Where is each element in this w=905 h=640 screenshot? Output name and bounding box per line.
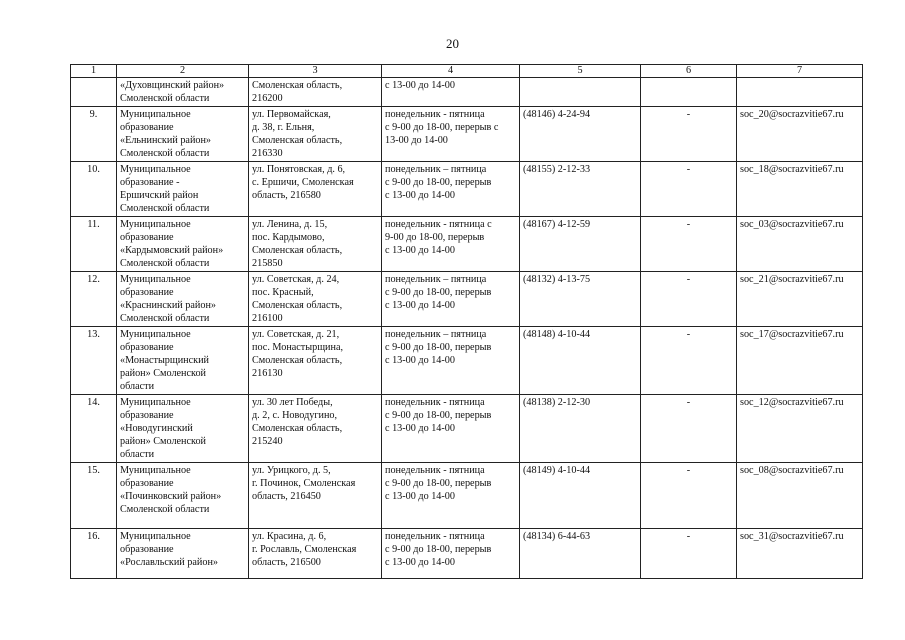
address-cell-text: ул. 30 лет Победы, д. 2, с. Новодугино, Смоленская область, 215240: [252, 397, 343, 447]
address-cell-text: ул. Первомайская, д. 38, г. Ельня, Смоленская область, 216330: [252, 109, 343, 159]
address-cell: [249, 327, 382, 395]
phone-cell: [520, 162, 641, 217]
organization-name-cell-text: Муниципальное образование - Ершичский район Смоленской области: [120, 164, 210, 214]
row-number-cell-text: 13.: [87, 329, 100, 340]
fax-cell-text: -: [686, 531, 691, 542]
working-hours-cell-text: понедельник – пятница с 9-00 до 18-00, перерыв с 13-00 до 14-00: [385, 274, 492, 311]
header-row: [71, 65, 863, 78]
phone-cell: [520, 327, 641, 395]
address-cell: [249, 162, 382, 217]
working-hours-cell-text: понедельник – пятница с 9-00 до 18-00, перерыв с 13-00 до 14-00: [385, 329, 492, 366]
working-hours-cell: [382, 395, 520, 463]
header-cell: 2: [117, 65, 249, 78]
working-hours-cell: [382, 463, 520, 529]
fax-cell-text: -: [686, 329, 691, 340]
fax-cell: [641, 327, 737, 395]
row-number-cell: [71, 217, 117, 272]
working-hours-cell-text: понедельник - пятница с 9-00 до 18-00, перерыв с 13-00 до 14-00: [385, 109, 499, 146]
email-cell-text: soc_18@socrazvitie67.ru: [740, 164, 844, 175]
phone-cell-text: (48132) 4-13-75: [523, 274, 591, 285]
address-cell-text: ул. Советская, д. 24, пос. Красный, Смоленская область, 216100: [252, 274, 343, 324]
address-cell-text: ул. Урицкого, д. 5, г. Починок, Смоленская область, 216450: [252, 465, 356, 502]
table-row: [71, 272, 863, 327]
fax-cell: [641, 463, 737, 529]
fax-cell: [641, 217, 737, 272]
organization-name-cell-text: Муниципальное образование «Краснинский район» Смоленской области: [120, 274, 217, 324]
email-cell: [737, 463, 863, 529]
working-hours-cell: [382, 78, 520, 107]
phone-cell: [520, 217, 641, 272]
address-cell: [249, 217, 382, 272]
phone-cell: [520, 272, 641, 327]
header-cell: 6: [641, 65, 737, 78]
address-cell-text: ул. Советская, д. 21, пос. Монастырщина, Смоленская область, 216130: [252, 329, 344, 379]
organization-name-cell-text: Муниципальное образование «Монастырщинский район» Смоленской области: [120, 329, 210, 392]
organization-name-cell: [117, 327, 249, 395]
working-hours-cell: [382, 162, 520, 217]
institutions-table: [70, 64, 863, 579]
fax-cell-text: -: [686, 219, 691, 230]
phone-cell-text: (48149) 4-10-44: [523, 465, 591, 476]
phone-cell-text: (48134) 6-44-63: [523, 531, 591, 542]
table-row: [71, 217, 863, 272]
email-cell: [737, 78, 863, 107]
fax-cell-text: -: [686, 109, 691, 120]
working-hours-cell-text: понедельник - пятница с 9-00 до 18-00, перерыв с 13-00 до 14-00: [385, 397, 492, 434]
table-row: [71, 327, 863, 395]
row-number-cell: [71, 107, 117, 162]
email-cell: [737, 217, 863, 272]
header-cell: 7: [737, 65, 863, 78]
fax-cell: [641, 395, 737, 463]
email-cell: [737, 162, 863, 217]
address-cell-text: ул. Понятовская, д. 6, с. Ершичи, Смоленская область, 216580: [252, 164, 354, 201]
email-cell-text: soc_21@socrazvitie67.ru: [740, 274, 844, 285]
address-cell-text: ул. Красина, д. 6, г. Рославль, Смоленская область, 216500: [252, 531, 357, 568]
organization-name-cell-text: Муниципальное образование «Новодугинский район» Смоленской области: [120, 397, 207, 460]
address-cell-text: Смоленская область, 216200: [252, 80, 343, 104]
page-number: 20: [446, 36, 459, 51]
organization-name-cell: [117, 78, 249, 107]
email-cell: [737, 395, 863, 463]
email-cell-text: soc_20@socrazvitie67.ru: [740, 109, 844, 120]
organization-name-cell: [117, 162, 249, 217]
phone-cell-text: (48167) 4-12-59: [523, 219, 591, 230]
table-row: [71, 107, 863, 162]
header-cell: 5: [520, 65, 641, 78]
working-hours-cell-text: понедельник – пятница с 9-00 до 18-00, перерыв с 13-00 до 14-00: [385, 164, 492, 201]
organization-name-cell-text: Муниципальное образование «Починковский район» Смоленской области: [120, 465, 222, 515]
email-cell: [737, 327, 863, 395]
working-hours-cell: [382, 529, 520, 579]
fax-cell-text: -: [686, 397, 691, 408]
working-hours-cell-text: понедельник - пятница с 9-00 до 18-00, перерыв с 13-00 до 14-00: [385, 465, 492, 502]
row-number-cell: [71, 162, 117, 217]
row-number-cell-text: 11.: [87, 219, 100, 230]
row-number-cell-text: 15.: [87, 465, 100, 476]
address-cell: [249, 395, 382, 463]
email-cell: [737, 272, 863, 327]
row-number-cell-text: 10.: [87, 164, 100, 175]
email-cell: [737, 107, 863, 162]
address-cell: [249, 78, 382, 107]
table-row: [71, 78, 863, 107]
header-cell: 3: [249, 65, 382, 78]
row-number-cell-text: 16.: [87, 531, 100, 542]
header-cell: 4: [382, 65, 520, 78]
phone-cell-text: (48148) 4-10-44: [523, 329, 591, 340]
organization-name-cell: [117, 107, 249, 162]
row-number-cell-text: 14.: [87, 397, 100, 408]
phone-cell: [520, 395, 641, 463]
organization-name-cell: [117, 463, 249, 529]
phone-cell: [520, 529, 641, 579]
working-hours-cell-text: понедельник - пятница с 9-00 до 18-00, перерыв с 13-00 до 14-00: [385, 531, 492, 568]
fax-cell: [641, 529, 737, 579]
fax-cell: [641, 78, 737, 107]
row-number-cell: [71, 463, 117, 529]
fax-cell: [641, 272, 737, 327]
table-row: [71, 463, 863, 529]
organization-name-cell-text: Муниципальное образование «Кардымовский район» Смоленской области: [120, 219, 224, 269]
fax-cell: [641, 107, 737, 162]
working-hours-cell: [382, 272, 520, 327]
organization-name-cell-text: Муниципальное образование «Рославльский район»: [120, 531, 219, 568]
organization-name-cell-text: Муниципальное образование «Ельнинский район» Смоленской области: [120, 109, 212, 159]
organization-name-cell-text: «Духовщинский район» Смоленской области: [120, 80, 225, 104]
working-hours-cell: [382, 217, 520, 272]
table-row: [71, 529, 863, 579]
fax-cell-text: -: [686, 164, 691, 175]
table-row: [71, 395, 863, 463]
phone-cell-text: (48146) 4-24-94: [523, 109, 591, 120]
row-number-cell: [71, 78, 117, 107]
address-cell: [249, 463, 382, 529]
working-hours-cell-text: с 13-00 до 14-00: [385, 80, 455, 91]
table-row: [71, 162, 863, 217]
fax-cell-text: -: [686, 465, 691, 476]
email-cell-text: soc_17@socrazvitie67.ru: [740, 329, 844, 340]
organization-name-cell: [117, 395, 249, 463]
address-cell: [249, 272, 382, 327]
organization-name-cell: [117, 529, 249, 579]
phone-cell-text: (48138) 2-12-30: [523, 397, 591, 408]
working-hours-cell: [382, 327, 520, 395]
address-cell: [249, 529, 382, 579]
row-number-cell-text: 9.: [89, 109, 98, 120]
header-cell: 1: [71, 65, 117, 78]
organization-name-cell: [117, 272, 249, 327]
address-cell-text: ул. Ленина, д. 15, пос. Кардымово, Смоленская область, 215850: [252, 219, 343, 269]
address-cell: [249, 107, 382, 162]
email-cell-text: soc_08@socrazvitie67.ru: [740, 465, 844, 476]
row-number-cell-text: 12.: [87, 274, 100, 285]
row-number-cell: [71, 272, 117, 327]
phone-cell: [520, 107, 641, 162]
email-cell: [737, 529, 863, 579]
email-cell-text: soc_12@socrazvitie67.ru: [740, 397, 844, 408]
working-hours-cell-text: понедельник - пятница с 9-00 до 18-00, перерыв с 13-00 до 14-00: [385, 219, 492, 256]
working-hours-cell: [382, 107, 520, 162]
row-number-cell: [71, 529, 117, 579]
phone-cell-text: (48155) 2-12-33: [523, 164, 591, 175]
phone-cell: [520, 463, 641, 529]
fax-cell-text: -: [686, 274, 691, 285]
fax-cell: [641, 162, 737, 217]
email-cell-text: soc_03@socrazvitie67.ru: [740, 219, 844, 230]
organization-name-cell: [117, 217, 249, 272]
email-cell-text: soc_31@socrazvitie67.ru: [740, 531, 844, 542]
row-number-cell: [71, 395, 117, 463]
phone-cell: [520, 78, 641, 107]
row-number-cell: [71, 327, 117, 395]
